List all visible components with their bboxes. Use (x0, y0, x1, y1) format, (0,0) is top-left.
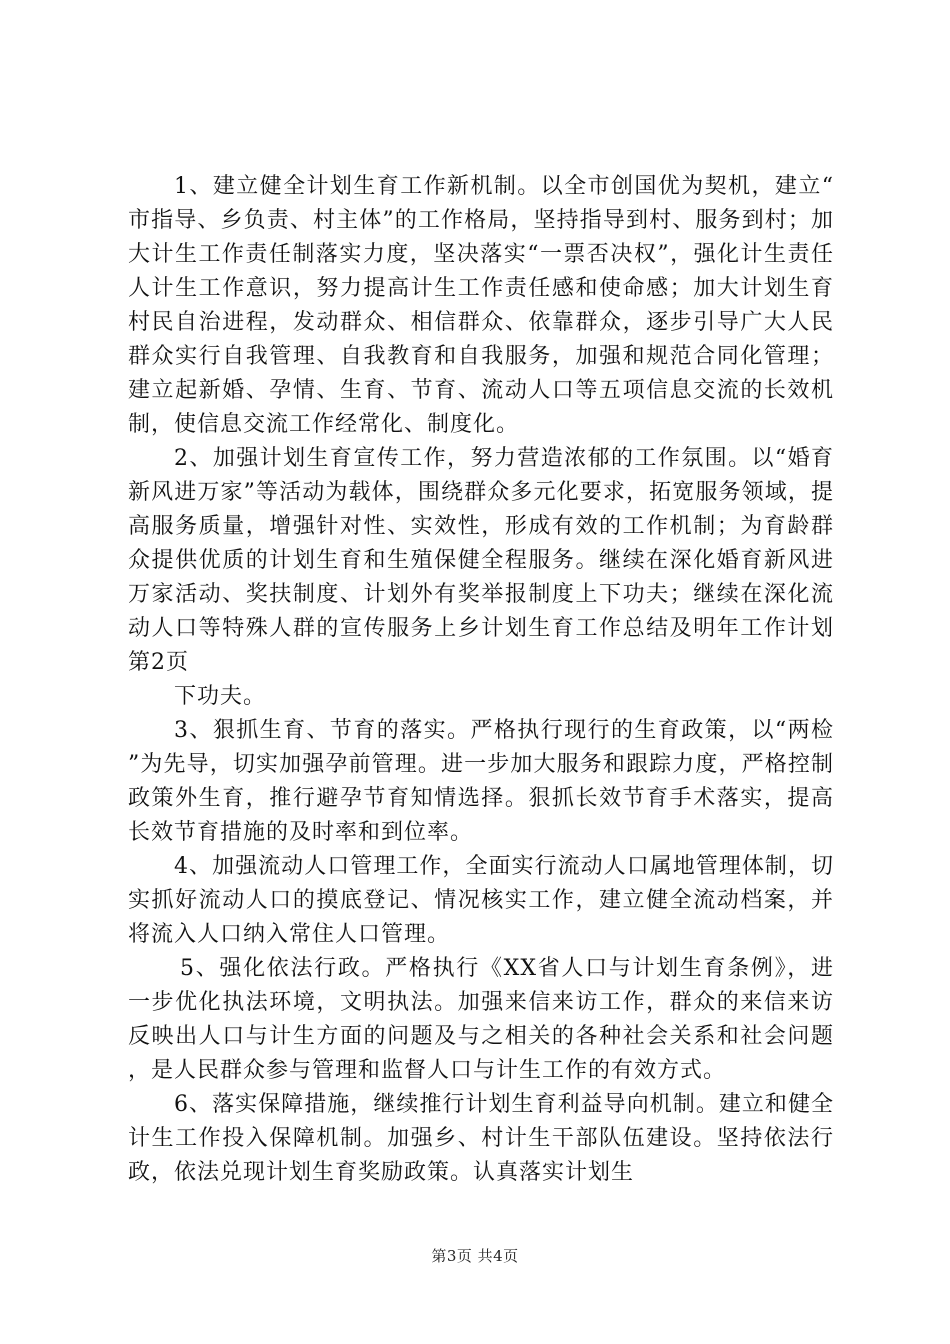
paragraph-4: 4、加强流动人口管理工作，全面实行流动人口属地管理体制，切实抓好流动人口的摸底登记、情况核实工作，建立健全流动档案，并将流入人口纳入常住人口管理。 (128, 854, 834, 947)
paragraph-2: 2、加强计划生育宣传工作，努力营造浓郁的工作氛围。以“婚育新风进万家”等活动为载体，围绕群众多元化要求，拓宽服务领域，提高服务质量，增强针对性、实效性，形成有效的工作机制；为育龄群众提供优质的计划生育和生殖保健全程服务。继续在深化婚育新风进万家活动、奖扶制度、计划外有奖举报制度上下功夫；继续在深化流动人口等特殊人群的宣传服务上乡计划生育工作总结及明年工作计划第2页 (128, 446, 834, 675)
paragraph-1: 1、建立健全计划生育工作新机制。以全市创国优为契机，建立“市指导、乡负责、村主体”的工作格局，坚持指导到村、服务到村；加大计生工作责任制落实力度，坚决落实“一票否决权”，强化计生责任人计生工作意识，努力提高计生工作责任感和使命感；加大计划生育村民自治进程，发动群众、相信群众、依靠群众，逐步引导广大人民群众实行自我管理、自我教育和自我服务，加强和规范合同化管理；建立起新婚、孕情、生育、节育、流动人口等五项信息交流的长效机制，使信息交流工作经常化、制度化。 (128, 174, 834, 437)
paragraph-3: 3、狠抓生育、节育的落实。严格执行现行的生育政策，以“两检”为先导，切实加强孕前管理。进一步加大服务和跟踪力度，严格控制政策外生育，推行避孕节育知情选择。狠抓长效节育手术落实，提高长效节育措施的及时率和到位率。 (128, 718, 834, 845)
document-body (128, 170, 834, 1190)
paragraph-2-continuation: 下功夫。 (174, 684, 267, 709)
paragraph-5: 5、强化依法行政。严格执行《XX省人口与计划生育条例》，进一步优化执法环境，文明执法。加强来信来访工作，群众的来信来访反映出人口与计生方面的问题及与之相关的各种社会关系和社会问题，是人民群众参与管理和监督人口与计生工作的有效方式。 (128, 956, 834, 1083)
page-footer: 第3页 共4页 (431, 1247, 519, 1265)
paragraph-6: 6、落实保障措施，继续推行计划生育利益导向机制。建立和健全计生工作投入保障机制。加强乡、村计生干部队伍建设。坚持依法行政，依法兑现计划生育奖励政策。认真落实计划生 (128, 1092, 834, 1185)
